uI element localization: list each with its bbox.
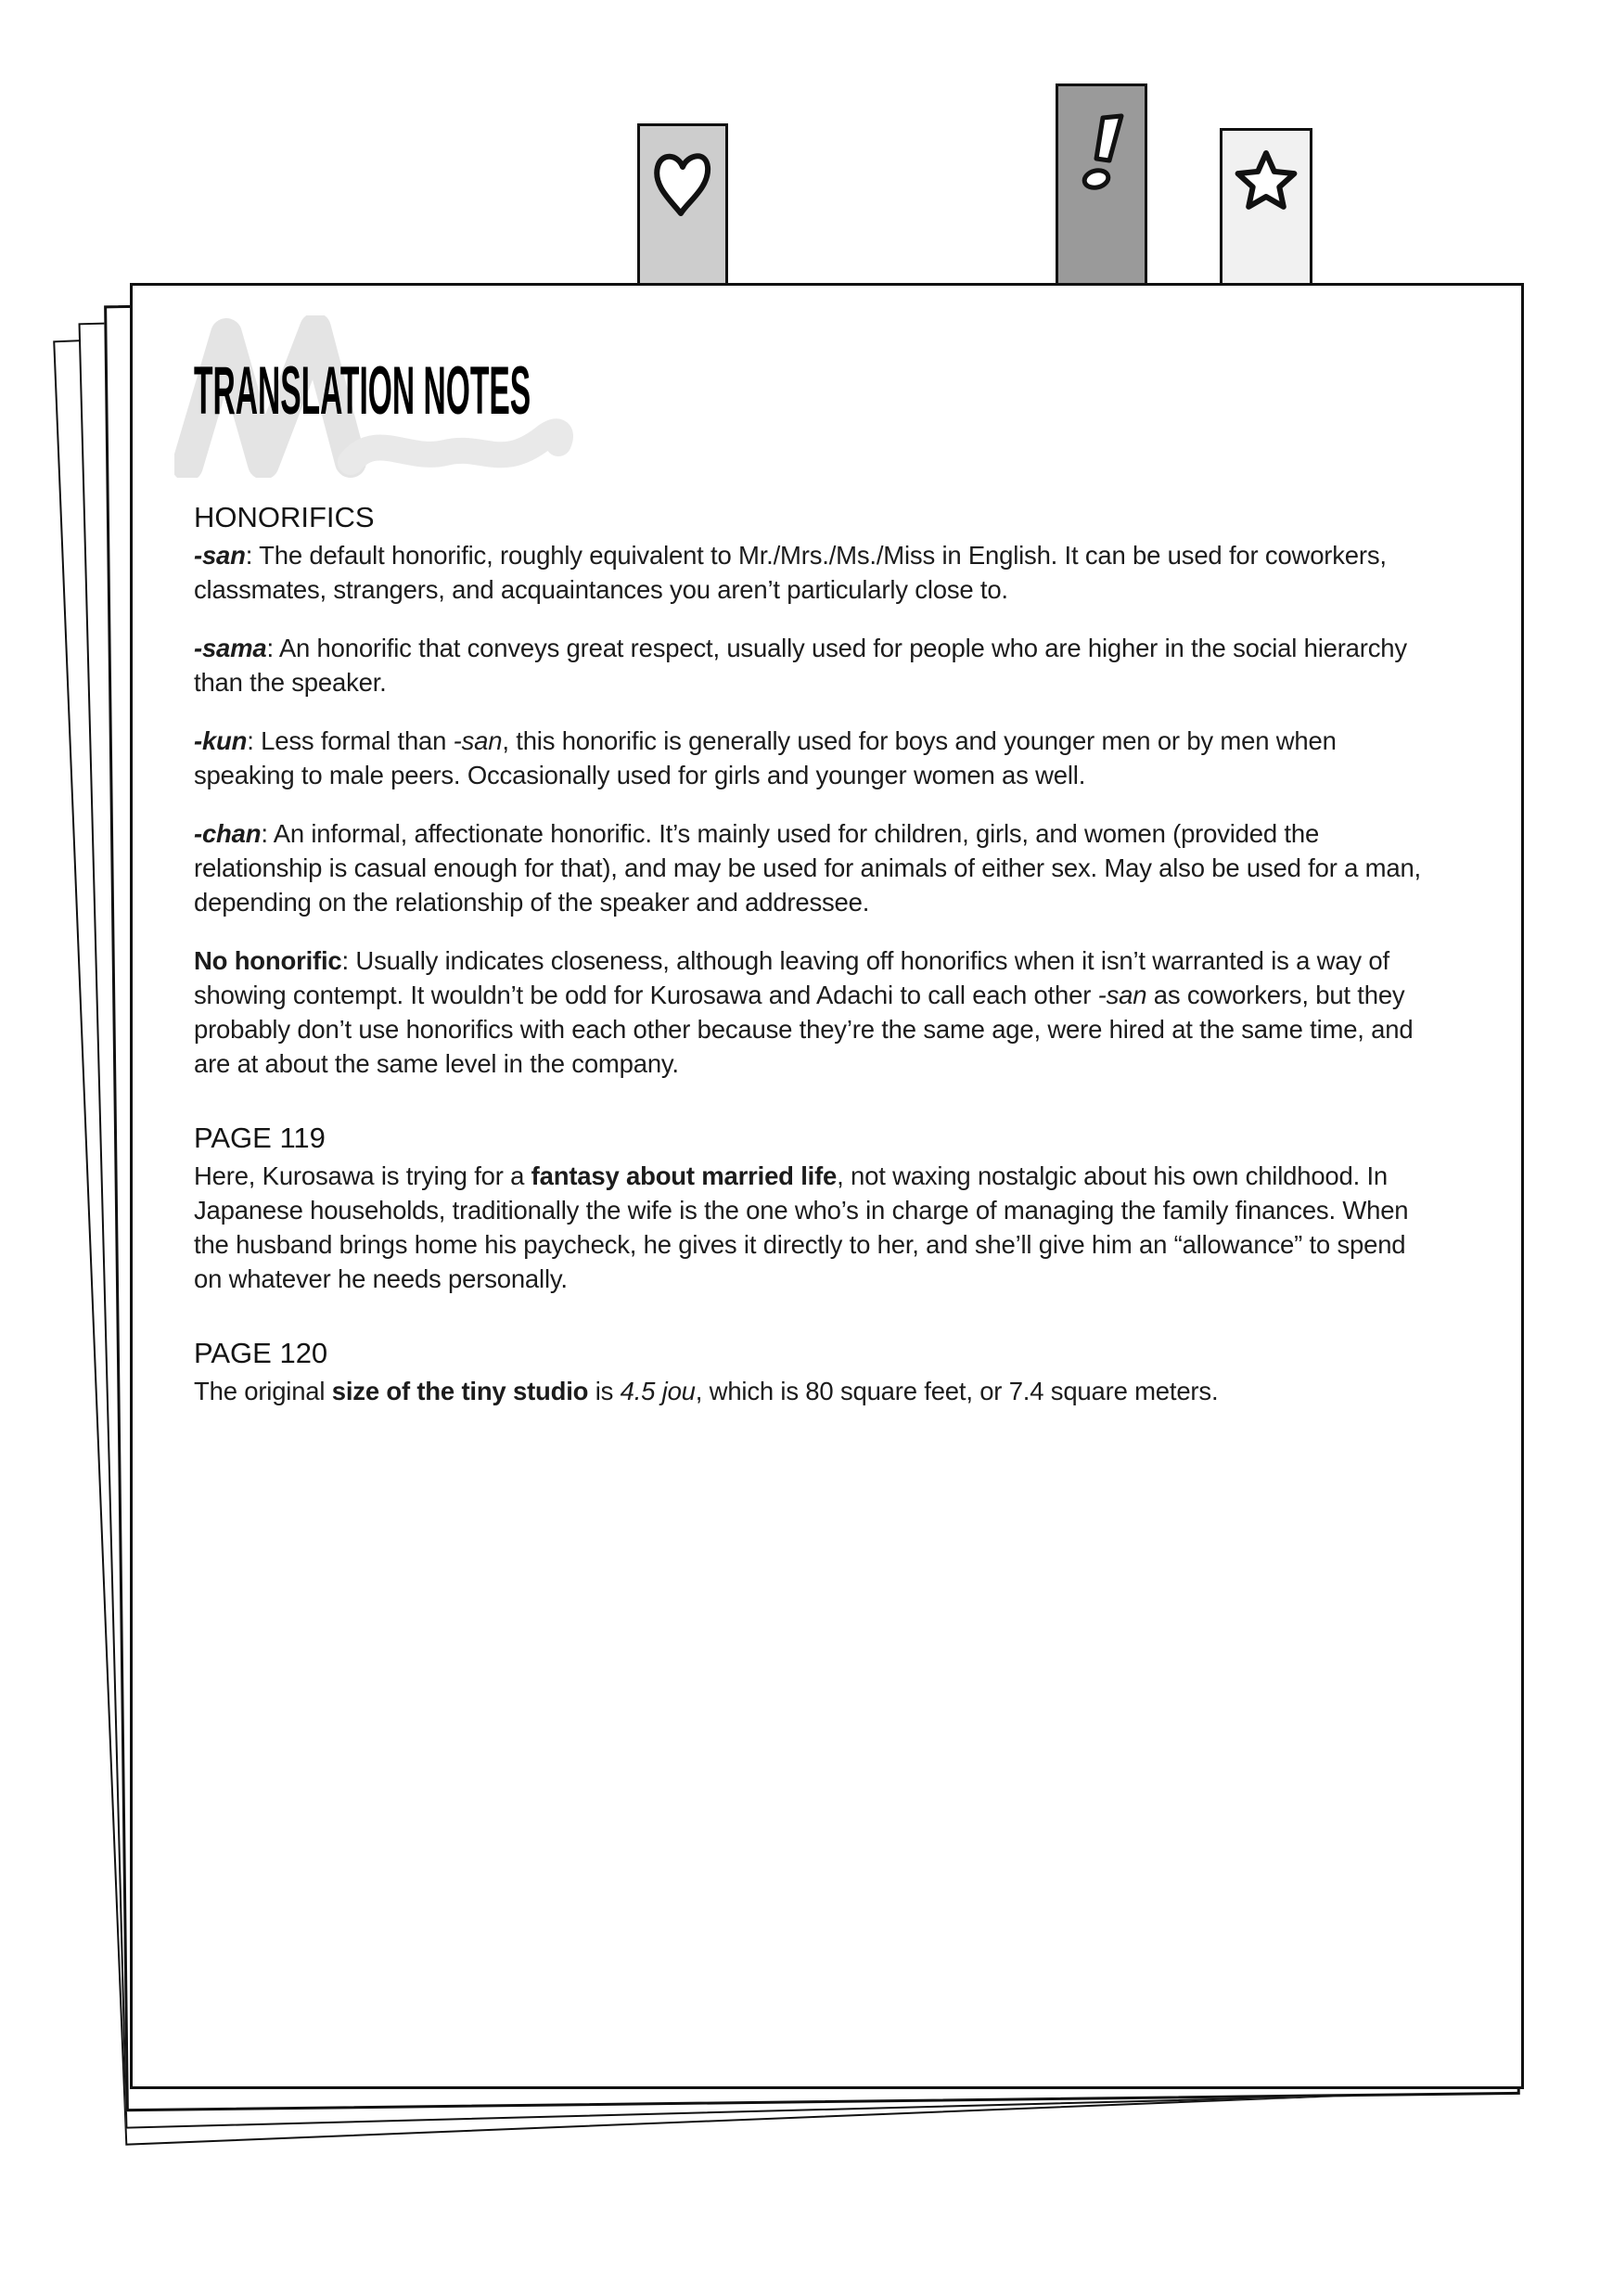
paragraph-page-120: The original size of the tiny studio is 4.5 jou, which is 80 square feet, or 7.4 square meters.	[194, 1377, 1219, 1405]
section-heading: PAGE 120	[194, 1337, 328, 1369]
section-page-119	[194, 1120, 1433, 1296]
paragraph-sama: -sama: An honorific that conveys great respect, usually used for people who are higher in the social hierarchy than the speaker.	[194, 634, 1407, 697]
main-page	[130, 283, 1524, 2089]
page-content	[133, 353, 1521, 1408]
paragraph-san: -san: The default honorific, roughly equivalent to Mr./Mrs./Ms./Miss in English. It can be used for coworkers, classmates, strangers, and acquaintances you aren’t particularly close to.	[194, 541, 1387, 604]
section-honorifics	[194, 499, 1433, 1081]
exclamation-icon	[1073, 86, 1131, 294]
section-heading: HONORIFICS	[194, 501, 375, 533]
star-icon	[1227, 131, 1305, 292]
page-title: TRANSLATION NOTES	[194, 353, 531, 429]
tab-heart	[637, 123, 728, 300]
section-page-120	[194, 1335, 1433, 1408]
tab-exclamation	[1056, 83, 1147, 297]
paragraph-chan: -chan: An informal, affectionate honorific. It’s mainly used for children, girls, and women (provided the relationship is casual enough for that), and may be used for animals of either sex. May also be used for a man, depending on the relationship of the speaker and addressee.	[194, 819, 1421, 917]
paragraph-no-honorific: No honorific: Usually indicates closeness, although leaving off honorifics when it isn’t warranted is a way of showing contempt. It wouldn’t be odd for Kurosawa and Adachi to call each other -san as coworkers, but they probably don’t use honorifics with each other because they’re the same age, were hired at the same time, and are at about the same level in the company.	[194, 946, 1414, 1078]
tab-star	[1220, 128, 1312, 295]
paragraph-page-119: Here, Kurosawa is trying for a fantasy about married life, not waxing nostalgic about his own childhood. In Japanese households, traditionally the wife is the one who’s in charge of managing the family finances. When the husband brings home his paycheck, he gives it directly to her, and she’ll give him an “allowance” to spend on whatever he needs personally.	[194, 1161, 1409, 1293]
paragraph-kun: -kun: Less formal than -san, this honorific is generally used for boys and younger men or by men when speaking to male peers. Occasionally used for girls and younger women as well.	[194, 726, 1337, 789]
heart-icon	[650, 126, 715, 297]
section-heading: PAGE 119	[194, 1122, 326, 1154]
